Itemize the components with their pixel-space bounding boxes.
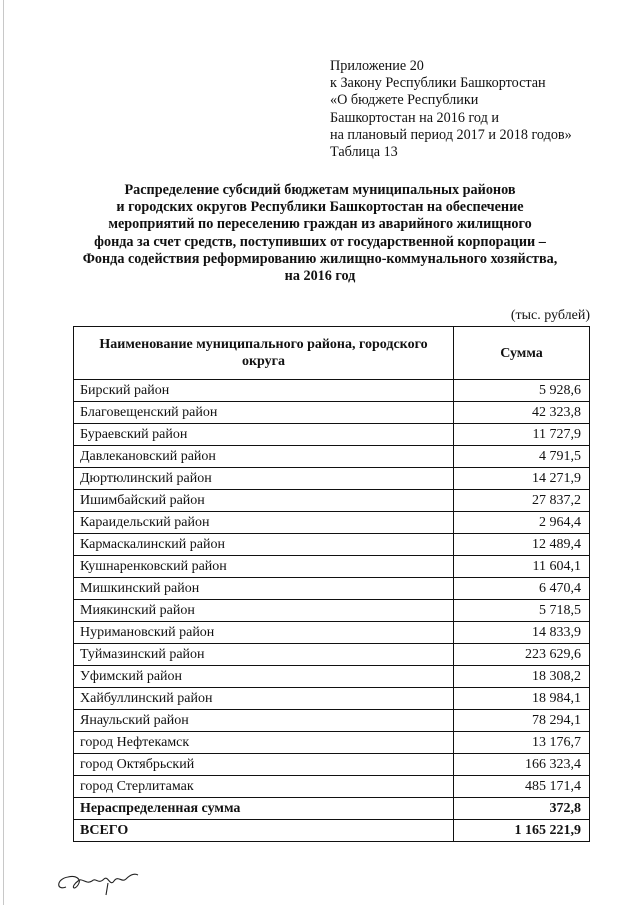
row-sum: 27 837,2 <box>454 490 590 512</box>
table-row <box>74 578 590 600</box>
row-sum: 1 165 221,9 <box>454 820 590 842</box>
subsidy-table <box>73 326 590 842</box>
row-name: Уфимский район <box>74 666 454 688</box>
row-sum: 13 176,7 <box>454 732 590 754</box>
signature <box>52 865 142 904</box>
unit-label: (тыс. рублей) <box>510 308 590 323</box>
table-row <box>74 644 590 666</box>
header-line: на плановый период 2017 и 2018 годов» <box>330 126 572 143</box>
page-edge-line <box>3 0 4 905</box>
row-sum: 12 489,4 <box>454 534 590 556</box>
row-name: Туймазинский район <box>74 644 454 666</box>
row-sum: 5 928,6 <box>454 380 590 402</box>
title-line: Фонда содействия реформированию жилищно-коммунального хозяйства, <box>82 250 558 267</box>
row-name: Бураевский район <box>74 424 454 446</box>
table-row <box>74 402 590 424</box>
row-sum: 78 294,1 <box>454 710 590 732</box>
column-header-name: Наименование муниципального района, городского округа <box>74 327 454 380</box>
header-line: Приложение 20 <box>330 58 424 74</box>
row-name: город Нефтекамск <box>74 732 454 754</box>
row-sum: 166 323,4 <box>454 754 590 776</box>
row-sum: 18 984,1 <box>454 688 590 710</box>
row-sum: 372,8 <box>454 798 590 820</box>
row-name: ВСЕГО <box>74 820 454 842</box>
table-row <box>74 380 590 402</box>
table-row <box>74 534 590 556</box>
table-row <box>74 468 590 490</box>
table-row <box>74 622 590 644</box>
row-sum: 18 308,2 <box>454 666 590 688</box>
row-name: Давлекановский район <box>74 446 454 468</box>
row-sum: 485 171,4 <box>454 776 590 798</box>
table-row <box>74 688 590 710</box>
table-row <box>74 600 590 622</box>
table-row <box>74 754 590 776</box>
table-row <box>74 424 590 446</box>
row-name: Кушнаренковский район <box>74 556 454 578</box>
table-row <box>74 710 590 732</box>
appendix-header <box>330 58 572 161</box>
row-sum: 42 323,8 <box>454 402 590 424</box>
row-sum: 11 604,1 <box>454 556 590 578</box>
row-name: Миякинский район <box>74 600 454 622</box>
table-row <box>74 512 590 534</box>
row-sum: 14 833,9 <box>454 622 590 644</box>
column-header-sum: Сумма <box>454 327 590 380</box>
header-line: к Закону Республики Башкортостан <box>330 75 546 92</box>
table-row <box>74 732 590 754</box>
row-sum: 5 718,5 <box>454 600 590 622</box>
table-row <box>74 446 590 468</box>
row-sum: 11 727,9 <box>454 424 590 446</box>
row-sum: 14 271,9 <box>454 468 590 490</box>
row-name: Нуримановский район <box>74 622 454 644</box>
row-name: Ишимбайский район <box>74 490 454 512</box>
row-sum: 6 470,4 <box>454 578 590 600</box>
row-name: Мишкинский район <box>74 578 454 600</box>
row-name: город Октябрьский <box>74 754 454 776</box>
row-sum: 2 964,4 <box>454 512 590 534</box>
title-line: Распределение субсидий бюджетам муниципальных районов <box>124 182 516 198</box>
table-row <box>74 490 590 512</box>
header-line: Башкортостан на 2016 год и <box>330 109 499 126</box>
row-name: Хайбуллинский район <box>74 688 454 710</box>
row-name: Благовещенский район <box>74 402 454 424</box>
table-row <box>74 776 590 798</box>
row-name: Янаульский район <box>74 710 454 732</box>
title-line: фонда за счет средств, поступивших от государственной корпорации – <box>94 233 546 250</box>
document-title <box>60 182 580 285</box>
title-line: и городских округов Республики Башкортостан на обеспечение <box>116 199 524 216</box>
title-line: на 2016 год <box>284 268 356 285</box>
row-sum: 4 791,5 <box>454 446 590 468</box>
row-name: Нераспределенная сумма <box>74 798 454 820</box>
row-name: Караидельский район <box>74 512 454 534</box>
row-name: город Стерлитамак <box>74 776 454 798</box>
total-row <box>74 820 590 842</box>
row-sum: 223 629,6 <box>454 644 590 666</box>
header-line: Таблица 13 <box>330 144 398 161</box>
table-body <box>74 380 590 842</box>
table-header-row <box>74 327 590 380</box>
title-line: мероприятий по переселению граждан из аварийного жилищного <box>108 216 532 233</box>
row-name: Дюртюлинский район <box>74 468 454 490</box>
row-name: Кармаскалинский район <box>74 534 454 556</box>
table-row <box>74 556 590 578</box>
unallocated-row <box>74 798 590 820</box>
signature-scribble <box>52 865 142 899</box>
header-line: «О бюджете Республики <box>330 92 479 109</box>
row-name: Бирский район <box>74 380 454 402</box>
table-row <box>74 666 590 688</box>
